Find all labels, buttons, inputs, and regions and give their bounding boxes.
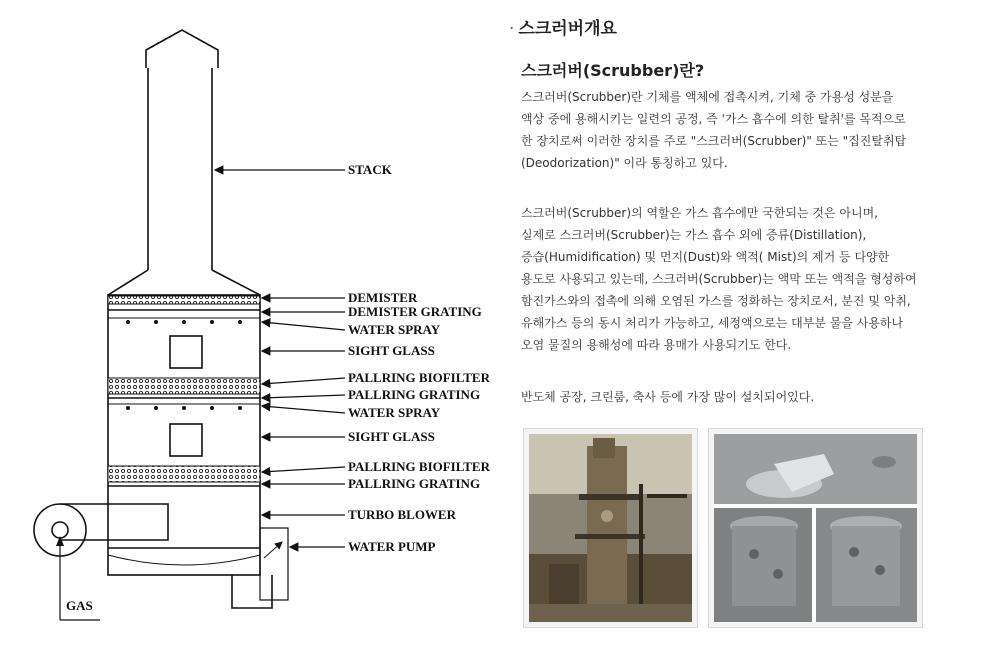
label-gas: GAS: [66, 598, 93, 613]
label-turbo-blower: TURBO BLOWER: [348, 507, 456, 522]
bullet: ·: [509, 19, 515, 39]
demister-layer: [108, 296, 260, 304]
water-pump: [260, 528, 288, 600]
paragraph-usage: 반도체 공장, 크린룸, 축사 등에 가장 많이 설치되어있다.: [521, 390, 815, 404]
subtitle: 스크러버(Scrubber)란?: [521, 61, 705, 80]
label-stack: STACK: [348, 162, 392, 177]
biofilter-2: [108, 466, 260, 482]
label-sight-glass-1: SIGHT GLASS: [348, 343, 435, 358]
paragraph-definition: 스크러버(Scrubber)란 기체를 액체에 접촉시켜, 기체 중 가용성 성분을 액상 중에 용해시키는 일련의 공정, 즉 '가스 흡수에 의한 탈취'를 목적으로 한 장치로써 이러한 장치를 주로 "스크러버(Scrubber)" 또는 "집진탈취탑 (Deodorization)" 이라 통칭하고 있다.: [521, 90, 907, 170]
label-pallring-grating-1: PALLRING GRATING: [348, 387, 481, 402]
content-panel: [505, 0, 985, 649]
label-sight-glass-2: SIGHT GLASS: [348, 429, 435, 444]
label-water-pump: WATER PUMP: [348, 539, 436, 554]
paragraph-role: 스크러버(Scrubber)의 역할은 가스 흡수에만 국한되는 것은 아니며, 실제로 스크러버(Scrubber)는 가스 흡수 외에 증류(Distillation), 증습(Humidification) 및 먼지(Dust)와 액적( Mist)의 제거 등 다양한 용도로 사용되고 있는데, 스크러버(Scrubber)는 액막 또는 액적을 형성하여 함진가스와의 접촉에 의해 오염된 가스를 정화하는 장치로서, 분진 및 악취, 유해가스 등의 동시 처리가 가능하고, 세정액으로는 대부분 물을 사용하나 오염 물질의 용해성에 따라 용매가 사용되기도 한다.: [521, 206, 917, 352]
sight-glass-2: [170, 424, 202, 456]
label-water-spray-2: WATER SPRAY: [348, 405, 441, 420]
scrubber-tower: [108, 295, 260, 575]
stack-cap: [146, 30, 218, 68]
section-title: · 스크러버개요: [509, 19, 617, 39]
sight-glass-1: [170, 336, 202, 368]
photo-scrubber-installed: [523, 428, 698, 628]
label-pallring-grating-2: PALLRING GRATING: [348, 476, 481, 491]
photo-scrubber-parts: [708, 428, 923, 628]
stack-pipe: [148, 68, 212, 270]
label-demister-grating: DEMISTER GRATING: [348, 304, 482, 319]
transition-cone: [108, 270, 260, 295]
label-demister: DEMISTER: [348, 290, 418, 305]
label-water-spray-1: WATER SPRAY: [348, 322, 441, 337]
label-pallring-biofilter-2: PALLRING BIOFILTER: [348, 459, 490, 474]
label-pallring-biofilter-1: PALLRING BIOFILTER: [348, 370, 490, 385]
biofilter-1: [108, 378, 260, 394]
